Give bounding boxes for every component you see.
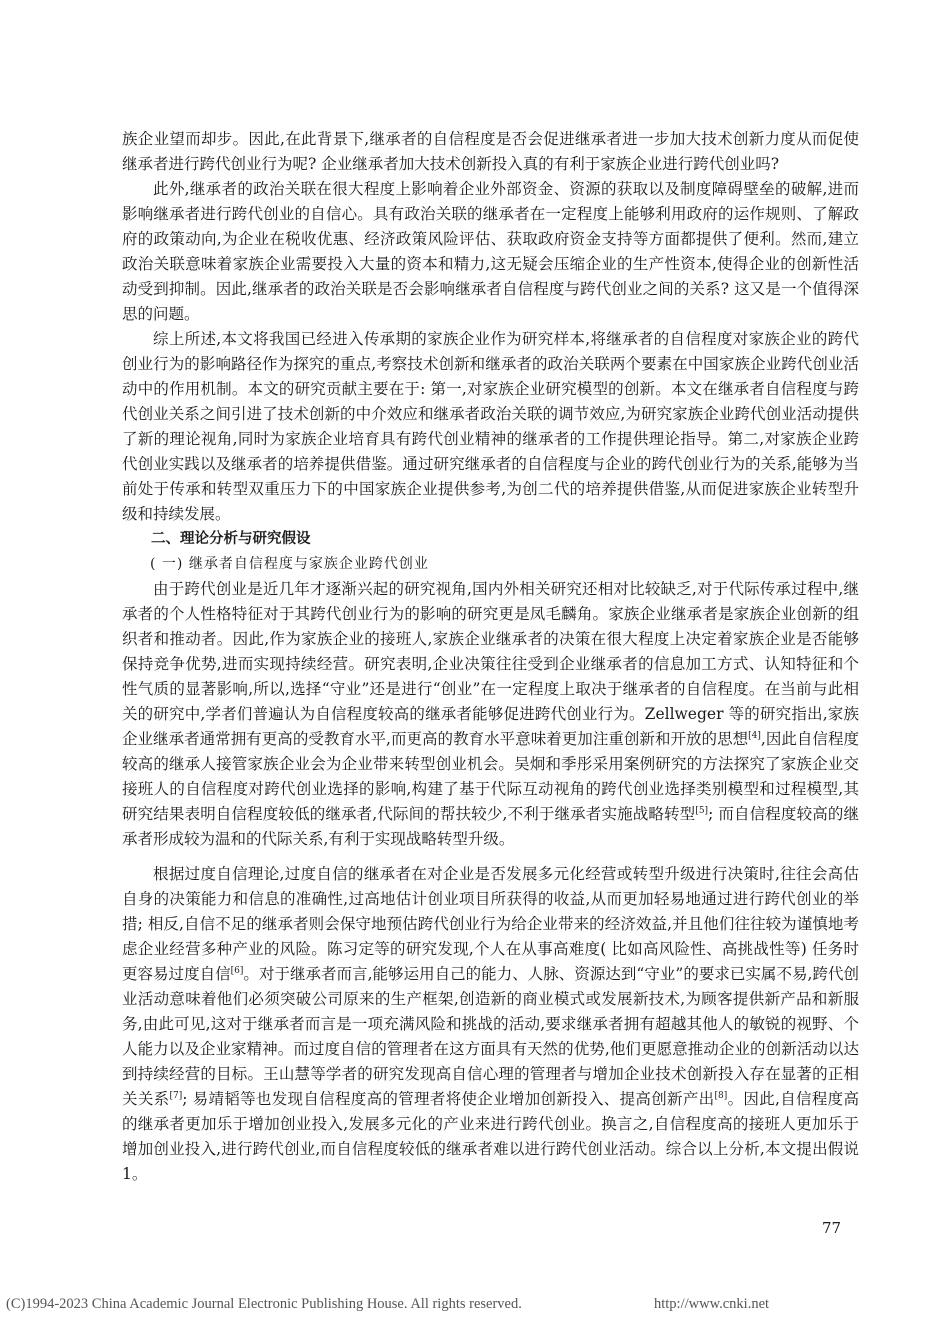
page-number: 77 xyxy=(822,1219,842,1237)
paragraph-text: ; 而自信程度较高的继承者形成较为温和的代际关系,有利于实现战略转型升级。 xyxy=(122,805,860,848)
paragraph xyxy=(122,127,859,177)
paragraph-text: ; 易靖韬等也发现自信程度高的管理者将使企业增加创新投入、提高创新产出 xyxy=(182,1090,715,1108)
paragraph-text: 此外,继承者的政治关联在很大程度上影响着企业外部资金、资源的获取以及制度障碍壁垒的破解,进而影响继承者进行跨代创业的自信心。具有政治关联的继承者在一定程度上能够利用政府的运作规则、了解政府的政策动向,为企业在税收优惠、经济政策风险评估、获取政府资金支持等方面都提供了便利。然而,建立政治关联意味着家族企业需要投入大量的资本和精力,这无疑会压缩企业的生产性资本,使得企业的创新性活动受到抑制。因此,继承者的政治关联是否会影响继承者自信程度与跨代创业之间的关系? 这又是一个值得深思的问题。 xyxy=(122,180,859,323)
paragraph xyxy=(122,862,859,1187)
paragraph-text: 综上所述,本文将我国已经进入传承期的家族企业作为研究样本,将继承者的自信程度对家族企业的跨代创业行为的影响路径作为探究的重点,考察技术创新和继承者的政治关联两个要素在中国家族企业跨代创业活动中的作用机制。本文的研究贡献主要在于: 第一,对家族企业研究模型的创新。本文在继承者自信程度与跨代创业关系之间引进了技术创新的中介效应和继承者政治关联的调节效应,为研究家族企业跨代创业活动提供了新的理论视角,同时为家族企业培育具有跨代创业精神的继承者的工作提供理论指导。第二,对家族企业跨代创业实践以及继承者的培养提供借鉴。通过研究继承者的自信程度与企业的跨代创业行为的关系,能够为当前处于传承和转型双重压力下的中国家族企业提供参考,为创二代的培养提供借鉴,从而促进家族企业转型升级和持续发展。 xyxy=(122,330,859,523)
footer-url[interactable]: http://www.cnki.net xyxy=(654,1296,770,1312)
paragraph-text: 。因此,自信程度高的继承者更加乐于增加创业投入,发展多元化的产业来进行跨代创业。换言之,自信程度高的接班人更加乐于增加创业投入,进行跨代创业,而自信程度较低的继承者难以进行跨代创业活动。综合以上分析,本文提出假说 1。 xyxy=(122,1090,859,1183)
section-paragraphs xyxy=(122,577,859,1187)
citation-marker[interactable]: [7] xyxy=(169,1091,183,1101)
paragraph xyxy=(122,577,859,852)
intro-paragraphs xyxy=(122,127,859,527)
article-body xyxy=(122,127,859,1187)
section-heading: 二、理论分析与研究假设 xyxy=(151,531,311,547)
paragraph-text: 由于跨代创业是近几年才逐渐兴起的研究视角,国内外相关研究还相对比较缺乏,对于代际传承过程中,继承者的个人性格特征对于其跨代创业行为的影响的研究更是凤毛麟角。家族企业继承者是家族企业创新的组织者和推动者。因此,作为家族企业的接班人,家族企业继承者的决策在很大程度上决定着家族企业是否能够保持竞争优势,进而实现持续经营。研究表明,企业决策往往受到企业继承者的信息加工方式、认知特征和个性气质的显著影响,所以,选择“守业”还是进行“创业”在一定程度上取决于继承者的自信程度。在当前与此相关的研究中,学者们普遍认为自信程度较高的继承者能够促进跨代创业行为。Zellweger 等的研究指出,家族企业继承者通常拥有更高的受教育水平,而更高的教育水平意味着更加注重创新和开放的思想 xyxy=(122,580,859,748)
paragraph xyxy=(122,177,859,327)
paragraph xyxy=(122,327,859,527)
citation-marker[interactable]: [8] xyxy=(714,1091,728,1101)
footer xyxy=(6,1296,770,1313)
paragraph-text: 根据过度自信理论,过度自信的继承者在对企业是否发展多元化经营或转型升级进行决策时,往往会高估自身的决策能力和信息的准确性,过高地估计创业项目所获得的收益,从而更加轻易地通过进行跨代创业的举措; 相反,自信不足的继承者则会保守地预估跨代创业行为给企业带来的经济效益,并且他们往往较为谨慎地考虑企业经营多种产业的风险。陈习定等的研究发现,个人在从事高难度( 比如高风险性、高挑战性等) 任务时更容易过度自信 xyxy=(122,865,859,983)
citation-marker[interactable]: [6] xyxy=(230,966,244,976)
paragraph-text: ,因此自信程度较高的继承人接管家族企业会为企业带来转型创业机会。吴炯和季彤采用案例研究的方法探究了家族企业交接班人的自信程度对跨代创业选择的影响,构建了基于代际互动视角的跨代创业选择类别模型和过程模型,其研究结果表明自信程度较低的继承者,代际间的帮扶较少,不利于继承者实施战略转型 xyxy=(122,730,859,823)
subsection-heading: ( 一) 继承者自信程度与家族企业跨代创业 xyxy=(150,556,429,572)
footer-copyright: (C)1994-2023 China Academic Journal Electronic Publishing House. All rights reserved. xyxy=(6,1296,522,1312)
paragraph-text: 族企业望而却步。因此,在此背景下,继承者的自信程度是否会促进继承者进一步加大技术创新力度从而促使继承者进行跨代创业行为呢? 企业继承者加大技术创新投入真的有利于家族企业进行跨代创业吗? xyxy=(122,130,859,173)
citation-marker[interactable]: [5] xyxy=(695,806,709,816)
citation-marker[interactable]: [4] xyxy=(748,731,761,741)
paragraph-text: 。对于继承者而言,能够运用自己的能力、人脉、资源达到“守业”的要求已实属不易,跨代创业活动意味着他们必须突破公司原来的生产框架,创造新的商业模式或发展新技术,为顾客提供新产品和新服务,由此可见,这对于继承者而言是一项充满风险和挑战的活动,要求继承者拥有超越其他人的敏锐的视野、个人能力以及企业家精神。而过度自信的管理者在这方面具有天然的优势,他们更愿意推动企业的创新活动以达到持续经营的目标。王山慧等学者的研究发现高自信心理的管理者与增加企业技术创新投入存在显著的正相关关系 xyxy=(122,965,859,1108)
